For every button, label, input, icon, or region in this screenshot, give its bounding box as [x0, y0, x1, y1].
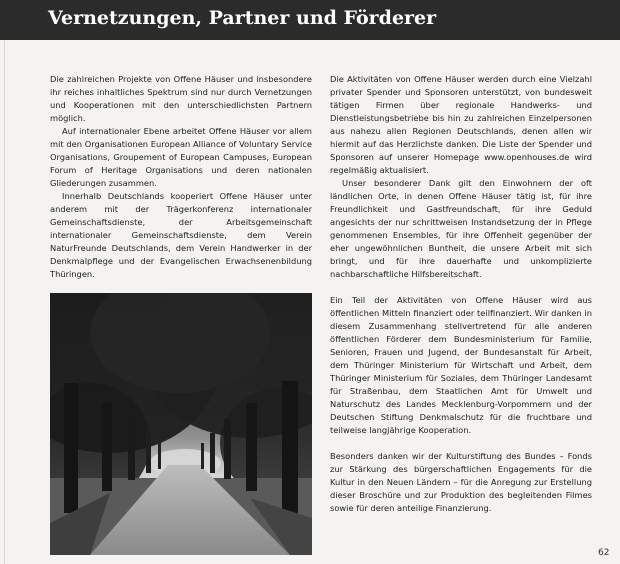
tree-avenue-photo: [50, 293, 312, 555]
right-paragraph-2: Unser besonderer Dank gilt den Einwohnern der oft ländlichen Orte, in denen Offene Häuser tätig ist, für ihre Freundlichkeit und Gastfreundschaft, für ihre Geduld angesichts der nur schrittweisen Instandsetzung der in Pflege genommenen Ensembles, für ihre Offenheit gegenüber der eher ungewöhnlichen Buntheit, die unsere Arbeit mit sich bringt, und für ihre dauerhafte und unkomplizierte nachbarschaftliche Hilfsbereitschaft.: [330, 178, 592, 279]
right-paragraph-3: Ein Teil der Aktivitäten von Offene Häuser wird aus öffentlichen Mitteln finanziert oder teilfinanziert. Wir danken in diesem Zusammenhang stellvertretend für alle anderen öffentlichen Förderer dem Bundesministerium für Familie, Senioren, Frauen und Jugend, der Bundesanstalt für Arbeit, dem Thüringer Ministerium für Wirtschaft und Arbeit, dem Thüringer Ministerium für Soziales, dem Thüringer Landesamt für Straßenbau, dem Staatlichen Amt für Umwelt und Naturschutz des Landes Mecklenburg-Vorpommern und der Deutschen Stiftung Denkmalschutz für die fruchtbare und teilweise langjährige Kooperation.: [330, 295, 592, 435]
page-number: 62: [598, 548, 610, 558]
left-paragraph-2: Auf internationaler Ebene arbeitet Offene Häuser vor allem mit den Organisationen European Alliance of Voluntary Service Organisations, Groupement of European Campuses, European Forum of Heritage Organisations und deren nationalen Gliederungen zusammen.: [50, 126, 312, 188]
right-paragraph-1: Die Aktivitäten von Offene Häuser werden durch eine Vielzahl privater Spender und Sponsoren unterstützt, von bundesweit tätigen Firmen über regionale Handwerks- und Dienstleistungsbetriebe bis hin zu zahlreichen Einzelpersonen aus nahezu allen Regionen Deutschlands, denen allen wir hiermit auf das Herzlichste danken. Die Liste der Spender und Sponsoren auf unserer Homepage www.openhouses.de wird regelmäßig aktualisiert.: [330, 74, 592, 175]
header-bar: [0, 0, 620, 40]
right-column: [330, 73, 592, 515]
left-paragraph-3: Innerhalb Deutschlands kooperiert Offene Häuser unter anderem mit der Trägerkonferenz internationaler Gemeinschaftsdienste, der Arbeitsgemeinschaft internationaler Gemeinschaftsdienste, dem Verein NaturFreunde Deutschlands, dem Verein Handwerker in der Denkmalpflege und der Evangelischen Erwachsenenbildung Thüringen.: [50, 191, 312, 279]
left-paragraph-1: Die zahlreichen Projekte von Offene Häuser und insbesondere ihr reiches inhaltliches Spektrum sind nur durch Vernetzungen und Kooperationen mit den unterschiedlichsten Partnern möglich.: [50, 74, 312, 123]
page-title: Vernetzungen, Partner und Förderer: [48, 7, 437, 29]
right-paragraph-4: Besonders danken wir der Kulturstiftung des Bundes – Fonds zur Stärkung des bürgerschaftlichen Engagements für die Kultur in den Neuen Ländern – für die Anregung zur Erstellung dieser Broschüre und zur Produktion des begleitenden Filmes sowie für deren anteilige Finanzierung.: [330, 451, 592, 513]
page-margin-line: [4, 40, 5, 564]
left-column: [50, 73, 312, 281]
tree-avenue-illustration: [50, 293, 312, 555]
